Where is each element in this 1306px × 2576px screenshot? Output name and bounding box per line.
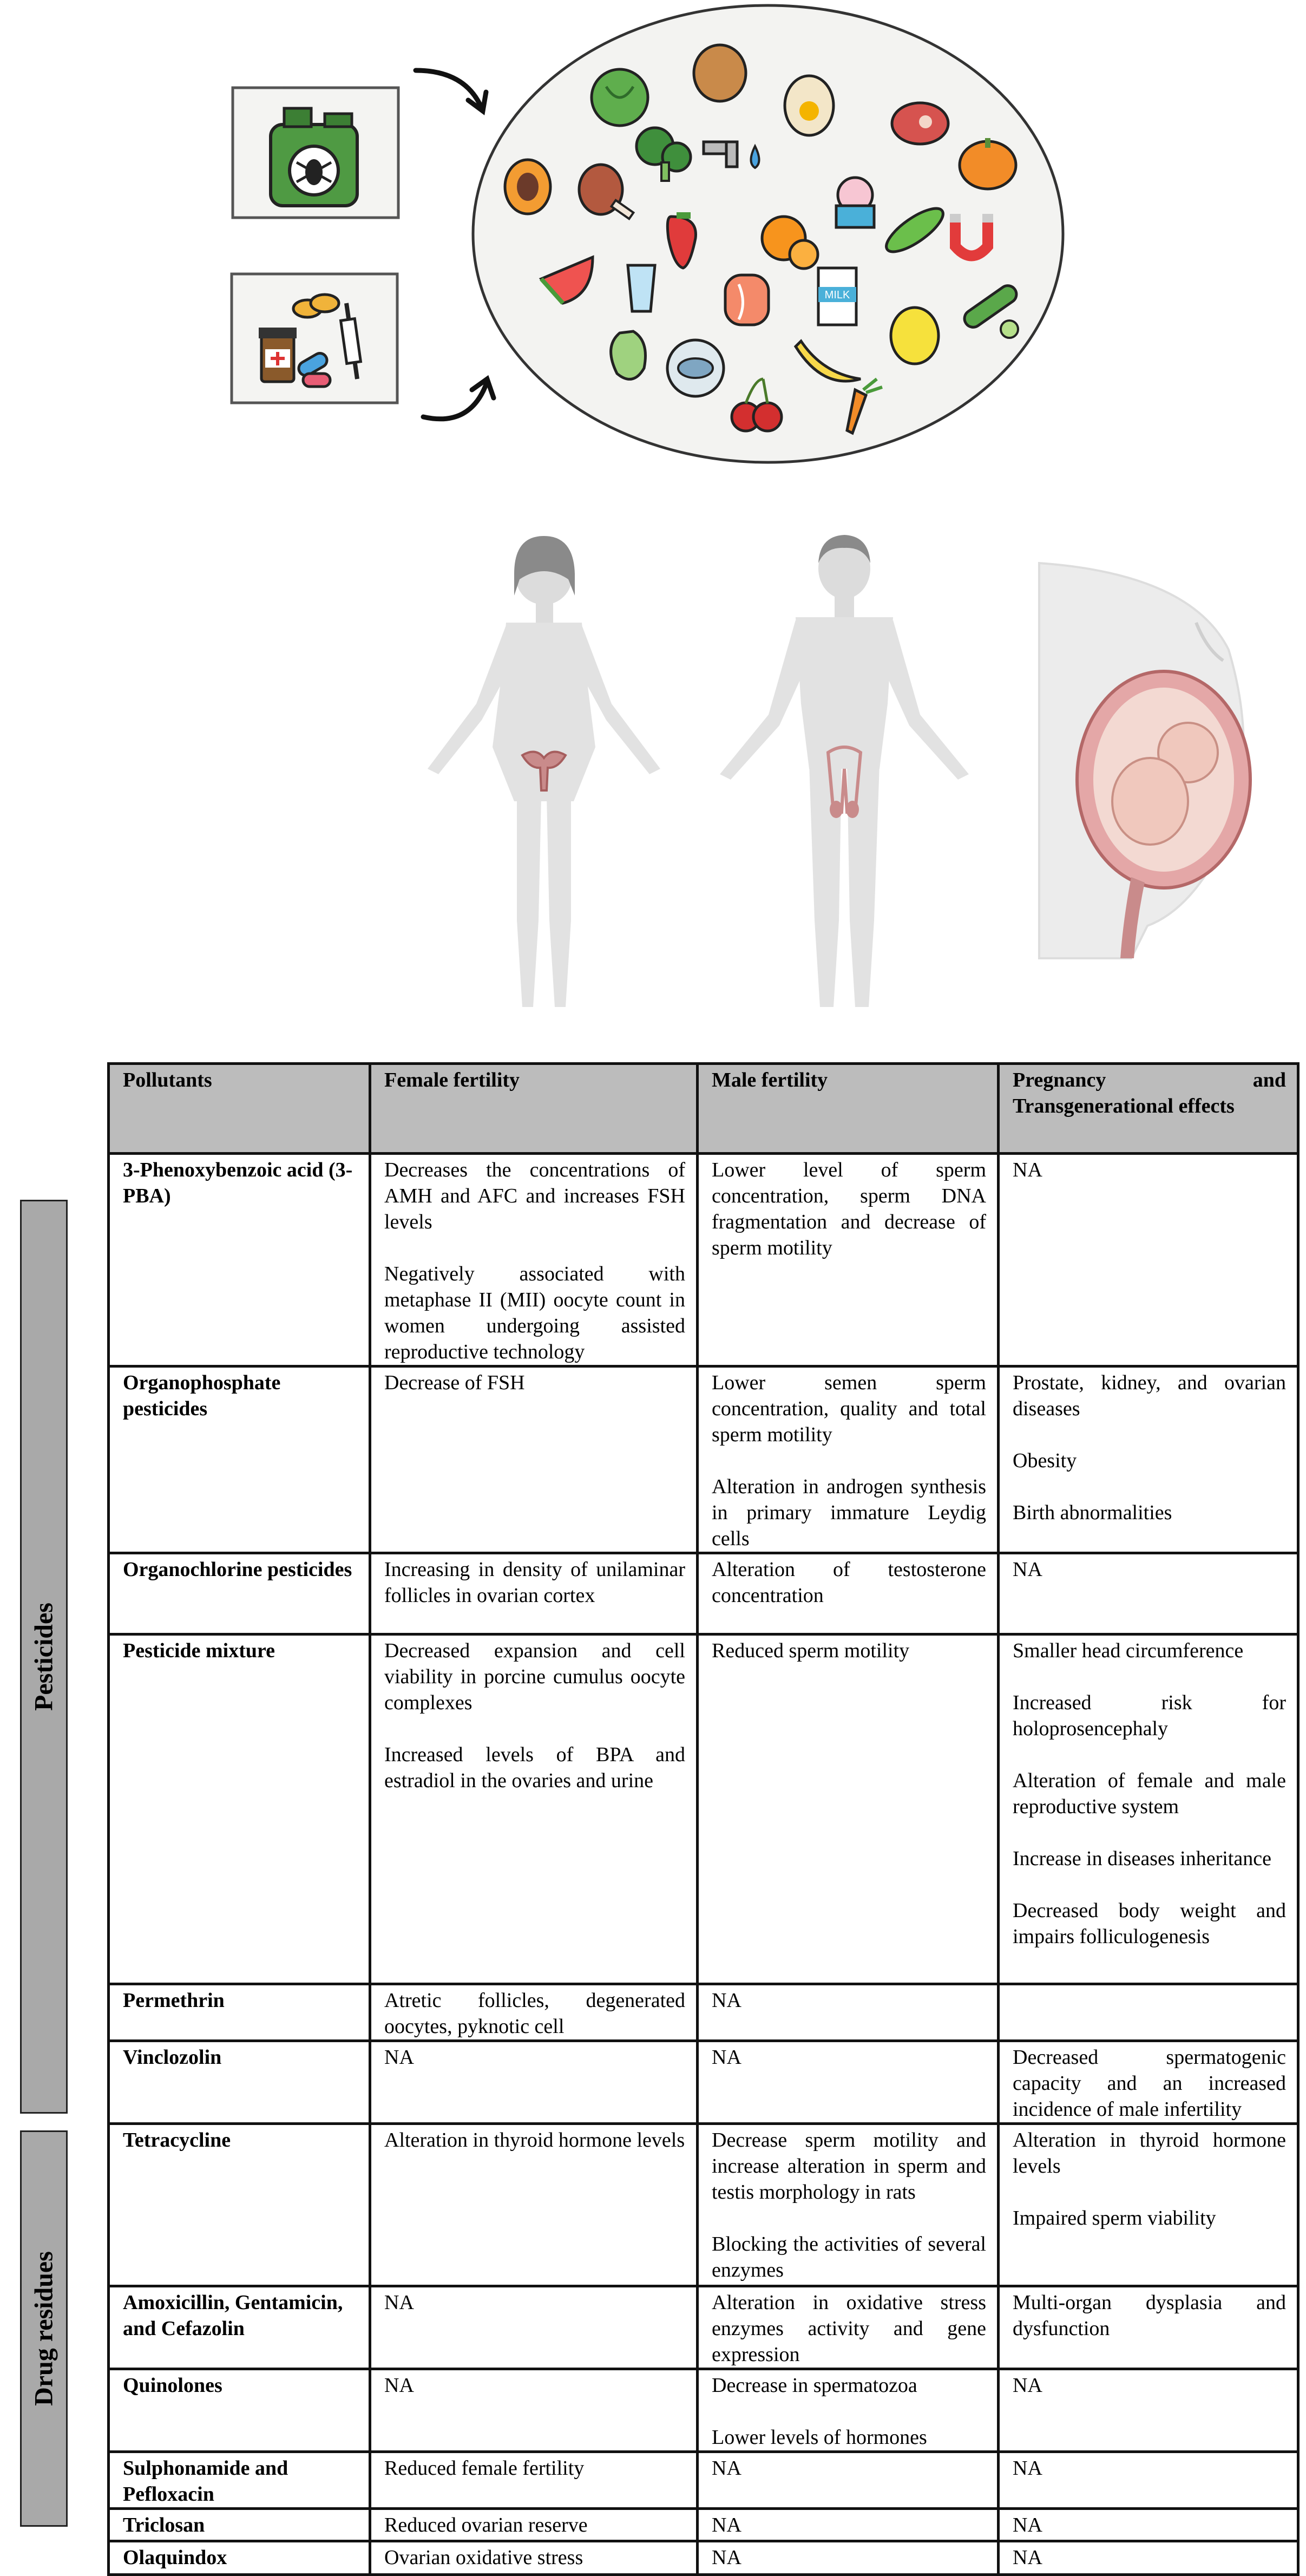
pollutant-cell [109, 2286, 370, 2369]
table-row [109, 2541, 1298, 2575]
pesticide-canister-icon [233, 88, 398, 218]
category-pesticides [20, 1200, 68, 2114]
male-cell [698, 1553, 999, 1634]
male-cell [698, 1984, 999, 2041]
top-illustration [0, 0, 1306, 1039]
header-cell [999, 1064, 1298, 1154]
header-line: Pregnancy and [1013, 1069, 1286, 1091]
category-label: Drug residues [29, 2251, 58, 2406]
header-cell: Female fertility [370, 1064, 698, 1154]
pregnancy-effect: NA [1013, 2374, 1042, 2397]
pregnancy-cell [999, 2541, 1298, 2575]
category-label: Pesticides [29, 1603, 58, 1711]
pollutant-name: 3-Phenoxybenzoic acid (3-PBA) [123, 1159, 353, 1207]
pregnancy-cell [999, 2041, 1298, 2124]
pregnancy-fetus-icon [1039, 563, 1250, 958]
pregnancy-cell [999, 1553, 1298, 1634]
pregnancy-effect: NA [1013, 1159, 1042, 1181]
pollutant-cell [109, 2124, 370, 2286]
pollutant-name: Vinclozolin [123, 2046, 222, 2069]
male-effect: NA [712, 2546, 741, 2569]
fish-plate-icon [667, 340, 724, 396]
pregnancy-cell [999, 1634, 1298, 1984]
table-row [109, 2452, 1298, 2509]
male-effect: Decrease sperm motility and increase alteration in sperm and testis morphology in rats [712, 2129, 986, 2204]
female-cell [370, 1154, 698, 1367]
pregnancy-effect: Prostate, kidney, and ovarian diseases [1013, 1371, 1286, 1420]
pregnancy-effect: Decreased body weight and impairs folliculogenesis [1013, 1899, 1286, 1948]
table-body [109, 1154, 1298, 2575]
male-cell [698, 2041, 999, 2124]
pollutant-name: Olaquindox [123, 2546, 227, 2569]
pregnancy-effect: Birth abnormalities [1013, 1501, 1172, 1524]
pregnancy-effect: Alteration in thyroid hormone levels [1013, 2129, 1286, 2178]
female-effect: Decreases the concentrations of AMH and AFC and increases FSH levels [384, 1159, 685, 1233]
table-row [109, 2369, 1298, 2452]
salmon-icon [725, 275, 769, 325]
pollutant-cell [109, 1553, 370, 1634]
female-cell [370, 1553, 698, 1634]
male-effect: NA [712, 2457, 741, 2480]
female-effect: Decrease of FSH [384, 1371, 525, 1394]
papaya-icon [505, 160, 550, 214]
female-cell [370, 2286, 698, 2369]
pregnancy-effect: Smaller head circumference [1013, 1639, 1244, 1662]
female-cell [370, 2452, 698, 2509]
female-effect: NA [384, 2291, 414, 2314]
male-cell [698, 2509, 999, 2541]
pollutant-cell [109, 1984, 370, 2041]
lettuce-icon [592, 69, 648, 126]
pollutant-name: Pesticide mixture [123, 1639, 275, 1662]
pollutant-name: Triclosan [123, 2514, 205, 2536]
egg-icon [785, 76, 834, 135]
pregnancy-cell [999, 1154, 1298, 1367]
pregnancy-effect: NA [1013, 2457, 1042, 2480]
pregnancy-cell [999, 2509, 1298, 2541]
pregnancy-cell [999, 2369, 1298, 2452]
female-effect: NA [384, 2374, 414, 2397]
pollutant-name: Amoxicillin, Gentamicin, and Cefazolin [123, 2291, 343, 2340]
pollutant-name: Quinolones [123, 2374, 222, 2397]
male-effect: NA [712, 2046, 741, 2069]
table-row [109, 2041, 1298, 2124]
pregnancy-effect: Decreased spermatogenic capacity and an increased incidence of male infertility [1013, 2046, 1286, 2121]
pregnancy-cell [999, 1984, 1298, 2041]
female-cell [370, 2124, 698, 2286]
pollutant-cell [109, 2369, 370, 2452]
pregnancy-effect: NA [1013, 2514, 1042, 2536]
header-cell: Pollutants [109, 1064, 370, 1154]
male-cell [698, 2124, 999, 2286]
pregnancy-cell [999, 2452, 1298, 2509]
pollutant-name: Organophosphate pesticides [123, 1371, 281, 1420]
male-cell [698, 2541, 999, 2575]
glass-water-icon [628, 265, 655, 311]
drugs-medicine-icon [232, 274, 397, 403]
pregnancy-effect: Obesity [1013, 1449, 1077, 1472]
pollutant-name: Organochlorine pesticides [123, 1558, 352, 1581]
table-row [109, 1367, 1298, 1553]
pollutant-cell [109, 2041, 370, 2124]
potato-icon [694, 45, 746, 101]
category-drug-residues [20, 2130, 68, 2527]
female-cell [370, 2369, 698, 2452]
female-effect: Reduced ovarian reserve [384, 2514, 588, 2536]
pollutant-cell [109, 2452, 370, 2509]
lemon-icon [891, 308, 939, 364]
cabbage-icon [611, 331, 646, 379]
female-effect: Reduced female fertility [384, 2457, 585, 2480]
header-line: Transgenerational effects [1013, 1095, 1235, 1117]
female-effect: NA [384, 2046, 414, 2069]
male-cell [698, 1367, 999, 1553]
pollutant-name: Sulphonamide and Pefloxacin [123, 2457, 288, 2506]
pollutant-cell [109, 2541, 370, 2575]
male-cell [698, 1154, 999, 1367]
pregnancy-cell [999, 1367, 1298, 1553]
pollutant-name: Tetracycline [123, 2129, 231, 2152]
male-effect: Alteration in androgen synthesis in primary immature Leydig cells [712, 1475, 986, 1550]
table-header-row [109, 1064, 1298, 1154]
pregnancy-effect: Increase in diseases inheritance [1013, 1847, 1271, 1870]
male-cell [698, 2452, 999, 2509]
pollutant-cell [109, 1634, 370, 1984]
female-body-icon [428, 536, 660, 1007]
male-effect: Reduced sperm motility [712, 1639, 910, 1662]
female-effect: Negatively associated with metaphase II (MII) oocyte count in women undergoing assisted reproductive technology [384, 1263, 685, 1363]
pregnancy-effect: Multi-organ dysplasia and dysfunction [1013, 2291, 1286, 2340]
female-effect: Atretic follicles, degenerated oocytes, pyknotic cell [384, 1989, 685, 2038]
female-cell [370, 2509, 698, 2541]
female-cell [370, 1367, 698, 1553]
table-row [109, 2286, 1298, 2369]
male-body-icon [720, 535, 969, 1007]
male-cell [698, 1634, 999, 1984]
male-effect: Alteration of testosterone concentration [712, 1558, 986, 1607]
milk-label: MILK [824, 289, 850, 301]
table-row [109, 1634, 1298, 1984]
male-effect: Lower levels of hormones [712, 2426, 927, 2449]
female-effect: Increasing in density of unilaminar follicles in ovarian cortex [384, 1558, 685, 1607]
table-row [109, 2509, 1298, 2541]
pregnancy-effect: Alteration of female and male reproductive system [1013, 1769, 1286, 1818]
male-effect: Alteration in oxidative stress enzymes activity and gene expression [712, 2291, 986, 2366]
table-row [109, 2124, 1298, 2286]
table-row [109, 1553, 1298, 1634]
pollutant-cell [109, 1367, 370, 1553]
pregnancy-cell [999, 2286, 1298, 2369]
pregnancy-effect: NA [1013, 2546, 1042, 2569]
pollutants-table [107, 1062, 1300, 2576]
pollutant-name: Permethrin [123, 1989, 225, 2012]
female-cell [370, 1634, 698, 1984]
pollutant-cell [109, 1154, 370, 1367]
male-effect: NA [712, 2514, 741, 2536]
table-row [109, 1984, 1298, 2041]
pregnancy-effect: Increased risk for holoprosencephaly [1013, 1691, 1286, 1740]
pregnancy-cell [999, 2124, 1298, 2286]
male-effect: Lower semen sperm concentration, quality and total sperm motility [712, 1371, 986, 1446]
pollutant-cell [109, 2509, 370, 2541]
female-effect: Decreased expansion and cell viability in porcine cumulus oocyte complexes [384, 1639, 685, 1714]
table-row [109, 1154, 1298, 1367]
female-effect: Ovarian oxidative stress [384, 2546, 583, 2569]
male-effect: Blocking the activities of several enzymes [712, 2233, 986, 2281]
male-cell [698, 2286, 999, 2369]
male-cell [698, 2369, 999, 2452]
female-effect: Increased levels of BPA and estradiol in the ovaries and urine [384, 1743, 685, 1792]
pregnancy-effect: Impaired sperm viability [1013, 2207, 1216, 2230]
header-cell: Male fertility [698, 1064, 999, 1154]
ice-cream-icon [836, 178, 874, 227]
male-effect: NA [712, 1989, 741, 2012]
male-effect: Decrease in spermatozoa [712, 2374, 917, 2397]
steak-icon [892, 103, 948, 144]
female-cell [370, 2041, 698, 2124]
male-effect: Lower level of sperm concentration, sperm DNA fragmentation and decrease of sperm motility [712, 1159, 986, 1259]
female-cell [370, 2541, 698, 2575]
female-cell [370, 1984, 698, 2041]
female-effect: Alteration in thyroid hormone levels [384, 2129, 685, 2152]
milk-carton-icon [818, 268, 856, 325]
pregnancy-effect: NA [1013, 1558, 1042, 1581]
